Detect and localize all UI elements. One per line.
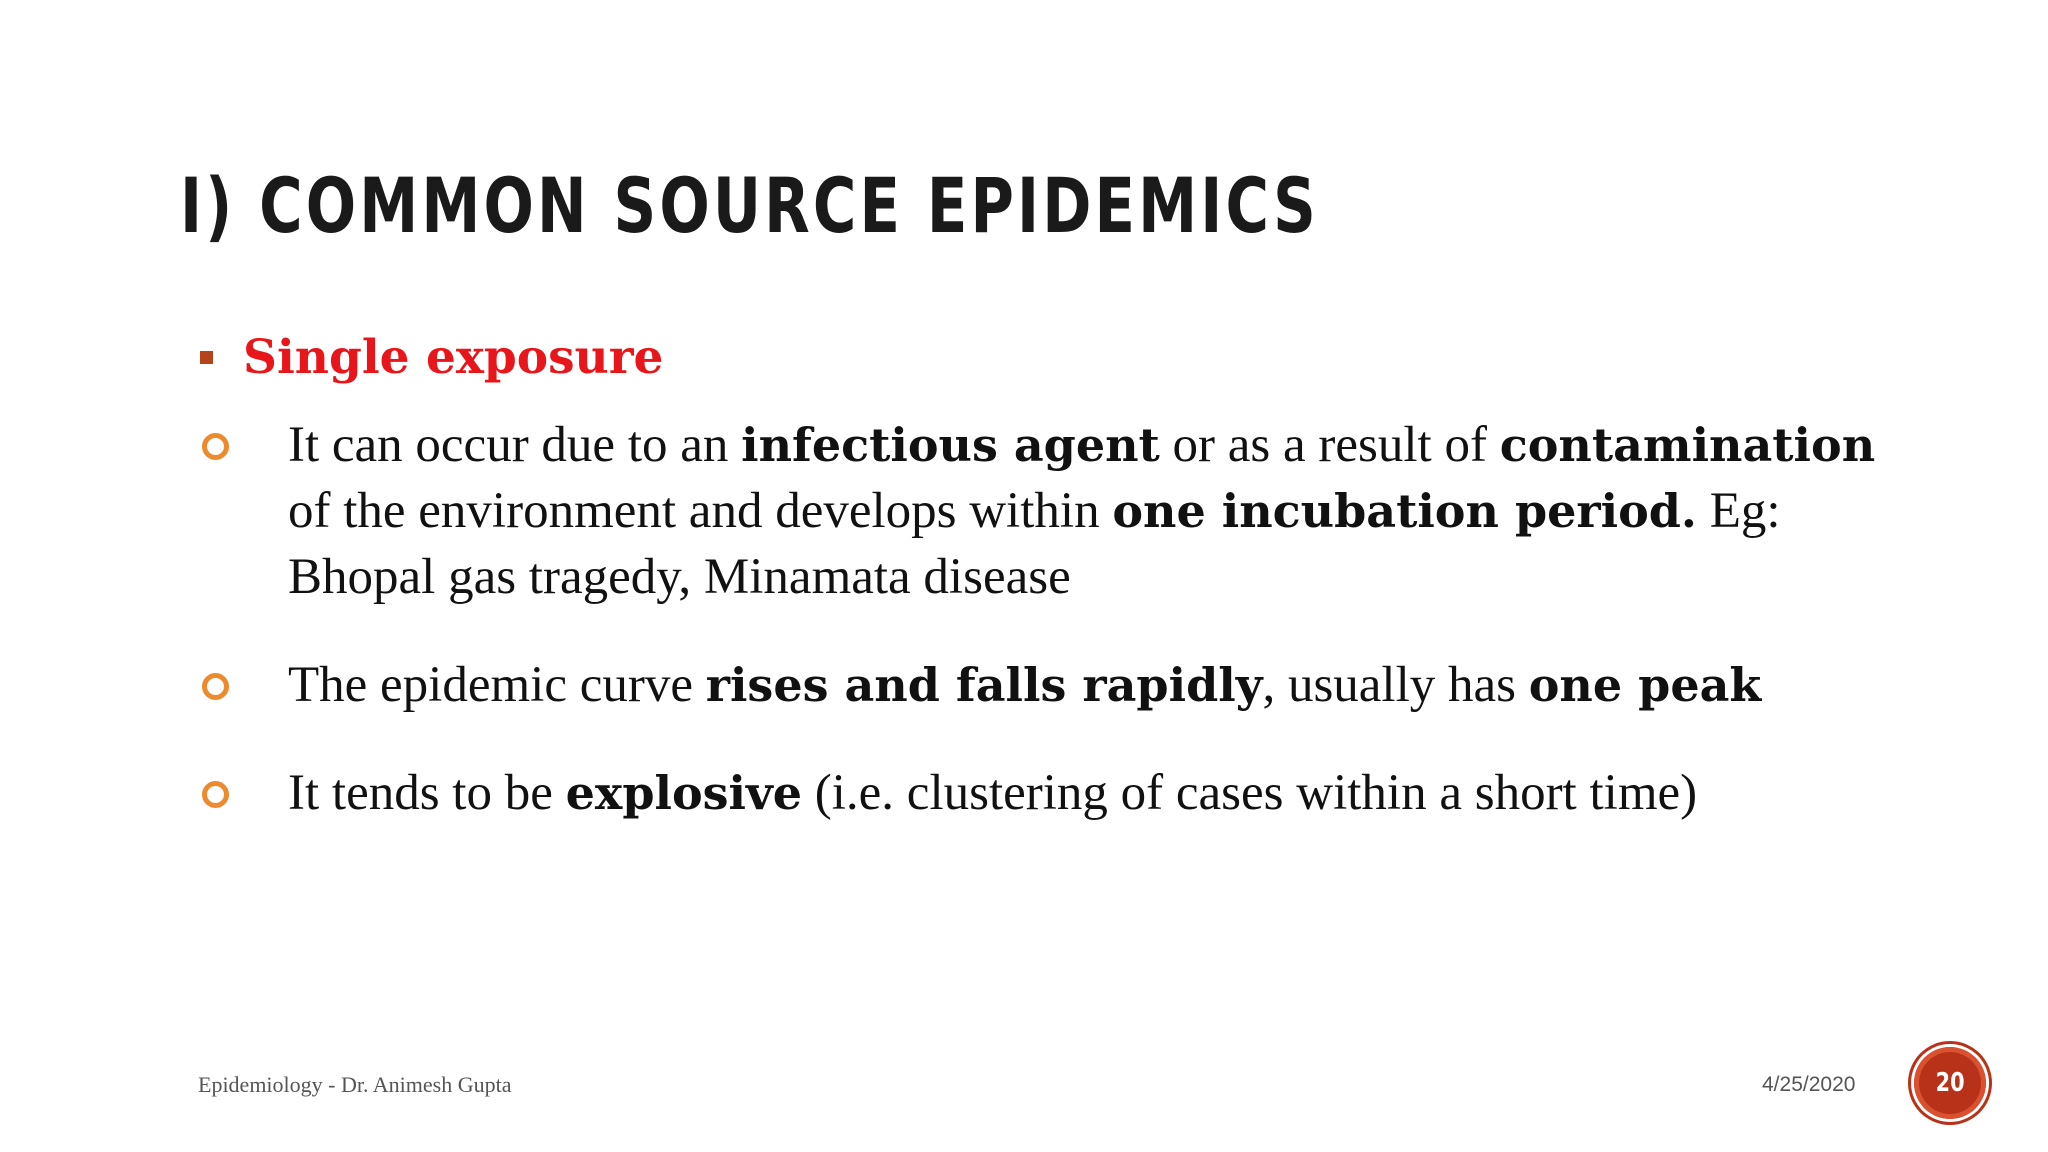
bullet-text: The epidemic curve (288, 657, 706, 713)
bullet-text: (i.e. clustering of cases within a short time) (802, 765, 1698, 821)
ring-bullet-icon (202, 673, 229, 700)
bullet-list (200, 412, 1880, 868)
bullet-bold-text: infectious agent (741, 418, 1160, 472)
ring-bullet-icon (202, 781, 229, 808)
bullet-text: It can occur due to an (288, 417, 742, 473)
bullet-bold-text: explosive (565, 766, 803, 820)
bullet-bold-text: one incubation period. (1112, 484, 1697, 538)
footer-author: Epidemiology - Dr. Animesh Gupta (198, 1072, 512, 1097)
footer-date: 4/25/2020 (1762, 1073, 1856, 1096)
bullet-text: Eg: Bhopal gas tragedy, Minamata disease (288, 483, 1781, 605)
bullet-text: or as a result of (1159, 417, 1500, 473)
bullet-bold-text: rises and falls rapidly (705, 658, 1263, 712)
bullet-item (200, 760, 1880, 826)
slide-title: I) COMMON SOURCE EPIDEMICS (180, 161, 1319, 250)
subheading-text: Single exposure (243, 330, 664, 385)
bullet-item (200, 412, 1880, 610)
page-number-badge (1914, 1047, 1986, 1119)
page-number: 20 (1935, 1068, 1965, 1098)
bullet-text: It tends to be (288, 765, 566, 821)
bullet-item (200, 652, 1880, 718)
subheading (200, 330, 664, 385)
bullet-bold-text: contamination (1499, 418, 1876, 472)
square-bullet-icon (200, 351, 213, 364)
bullet-text: , usually has (1262, 657, 1529, 713)
ring-bullet-icon (202, 433, 229, 460)
bullet-text: of the environment and develops within (288, 483, 1113, 539)
bullet-bold-text: one peak (1528, 658, 1762, 712)
